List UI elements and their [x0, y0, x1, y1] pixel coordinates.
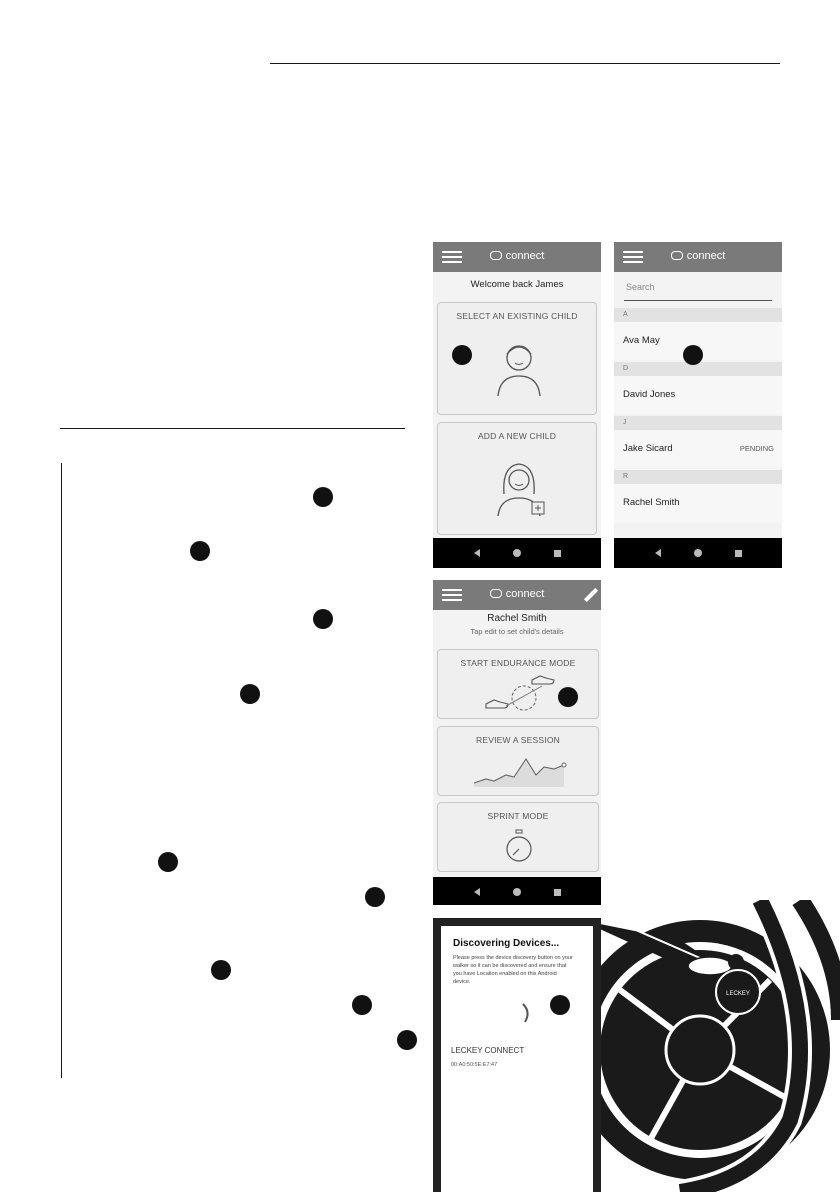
recents-icon[interactable] — [554, 889, 561, 896]
recents-icon[interactable] — [735, 550, 742, 557]
step-marker — [365, 887, 385, 907]
logo-icon — [490, 589, 502, 598]
app-title: connect — [686, 250, 726, 262]
list-item[interactable] — [614, 484, 782, 522]
section-header: D — [614, 362, 782, 376]
pending-status: PENDING — [739, 444, 774, 453]
girl-avatar-add-icon — [494, 458, 550, 518]
device-mac-address: 00:A0:50:5E:E7:47 — [451, 1062, 498, 1068]
review-session-card[interactable] — [437, 726, 599, 796]
home-icon[interactable] — [513, 549, 521, 557]
boy-avatar-icon — [494, 338, 544, 398]
stopwatch-icon — [504, 829, 534, 865]
phone-child-modes-screen — [433, 580, 601, 905]
discover-instructions: Please press the device discovery button on your walker so it can be discovered and ensure that you have Location enabled on this Android device. — [453, 955, 573, 985]
discover-dialog — [441, 926, 593, 1192]
section-header: J — [614, 416, 782, 430]
phone-home-screen — [433, 242, 601, 568]
step-marker — [313, 487, 333, 507]
discover-title: Discovering Devices... — [453, 938, 560, 949]
child-name: Ava May — [623, 335, 660, 346]
step-marker — [158, 852, 178, 872]
step-marker — [211, 960, 231, 980]
child-name: Jake Sicard — [623, 443, 673, 454]
endurance-mode-card[interactable] — [437, 649, 599, 719]
section-header: R — [614, 470, 782, 484]
phone-child-list-screen — [614, 242, 782, 568]
add-child-card[interactable] — [437, 422, 597, 535]
app-bar — [433, 242, 601, 272]
step-marker — [397, 1030, 417, 1050]
phone-discover-screen — [433, 918, 601, 1192]
top-rule — [270, 63, 780, 64]
list-item[interactable] — [614, 430, 782, 468]
back-icon[interactable] — [655, 549, 661, 557]
section-header: A — [614, 308, 782, 322]
welcome-text: Welcome back James — [470, 279, 564, 290]
child-name: David Jones — [623, 389, 676, 400]
left-margin-line — [61, 463, 62, 1078]
shoes-icon — [482, 674, 558, 716]
back-icon[interactable] — [474, 888, 480, 896]
step-marker — [313, 609, 333, 629]
app-title: connect — [505, 588, 545, 600]
step-marker — [558, 687, 578, 707]
sprint-mode-card[interactable] — [437, 802, 599, 872]
back-icon[interactable] — [474, 549, 480, 557]
select-child-label: SELECT AN EXISTING CHILD — [456, 311, 578, 321]
line-chart-icon — [472, 753, 568, 791]
android-nav-bar — [433, 538, 601, 568]
wheel-brand-label: LECKEY — [726, 991, 750, 997]
step-marker — [550, 995, 570, 1015]
step-marker — [683, 345, 703, 365]
child-name-title: Rachel Smith — [487, 613, 547, 624]
app-bar — [614, 242, 782, 272]
add-child-label: ADD A NEW CHILD — [477, 431, 557, 441]
step-marker — [352, 995, 372, 1015]
list-item[interactable] — [614, 376, 782, 414]
step-marker — [190, 541, 210, 561]
sprint-mode-label: SPRINT MODE — [487, 811, 549, 821]
edit-hint: Tap edit to set child's details — [470, 627, 564, 636]
home-icon[interactable] — [513, 888, 521, 896]
device-name[interactable]: LECKEY CONNECT — [451, 1046, 525, 1055]
step-marker — [452, 345, 472, 365]
loading-spinner-icon — [519, 1002, 535, 1024]
app-title: connect — [505, 250, 545, 262]
review-session-label: REVIEW A SESSION — [476, 735, 560, 745]
search-input[interactable]: Search — [624, 282, 772, 301]
app-logo — [433, 588, 601, 600]
walker-wheel-illustration — [560, 900, 840, 1192]
step-marker — [240, 684, 260, 704]
logo-icon — [671, 251, 683, 260]
android-nav-bar — [614, 538, 782, 568]
app-logo — [614, 250, 782, 262]
section-rule — [60, 428, 405, 429]
logo-icon — [490, 251, 502, 260]
app-bar — [433, 580, 601, 610]
home-icon[interactable] — [694, 549, 702, 557]
app-logo — [433, 250, 601, 262]
recents-icon[interactable] — [554, 550, 561, 557]
endurance-mode-label: START ENDURANCE MODE — [460, 658, 576, 668]
child-name: Rachel Smith — [623, 497, 680, 508]
